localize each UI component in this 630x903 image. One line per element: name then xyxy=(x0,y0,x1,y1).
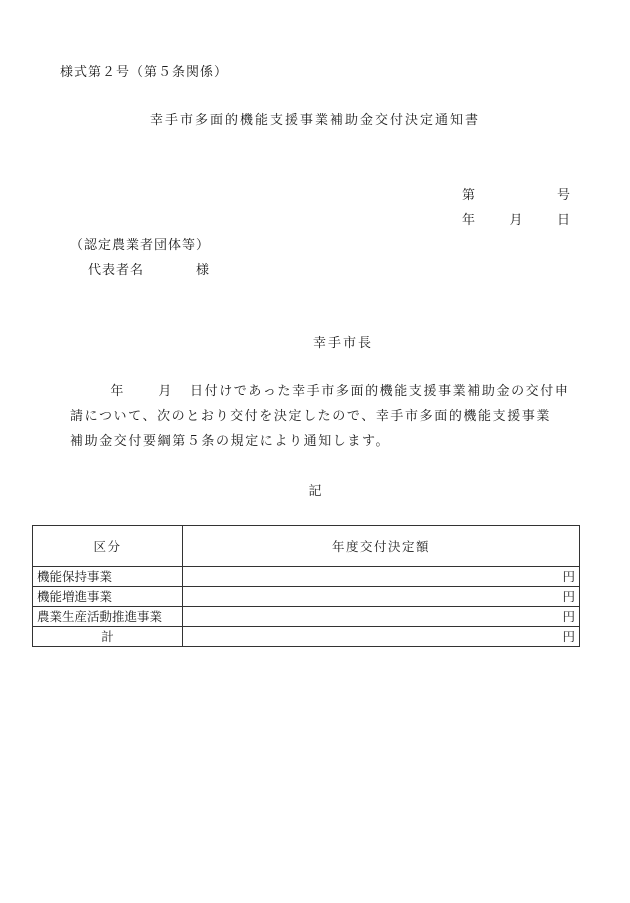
ki-heading: 記 xyxy=(308,484,322,499)
issuer-name: 幸手市長 xyxy=(313,336,374,351)
header-category: 区分 xyxy=(33,526,183,567)
number-prefix: 第 xyxy=(462,188,476,203)
table-row xyxy=(33,587,580,607)
body-line-2: 請について、次のとおり交付を決定したので、幸手市多面的機能支援事業 xyxy=(70,409,552,424)
grant-amount-table xyxy=(32,525,580,647)
issue-date-line xyxy=(462,209,570,228)
total-amount-unit: 円 xyxy=(183,627,580,647)
number-suffix: 号 xyxy=(556,188,570,203)
body-line-1 xyxy=(70,379,578,404)
body-year: 年 xyxy=(110,384,125,399)
row-category: 農業生産活動推進事業 xyxy=(33,607,183,627)
row-amount-unit: 円 xyxy=(183,567,580,587)
honorific: 様 xyxy=(196,263,211,278)
date-day: 日 xyxy=(556,213,570,228)
row-amount-unit: 円 xyxy=(183,587,580,607)
table-header-row xyxy=(33,526,580,567)
table-row xyxy=(33,567,580,587)
representative-label: 代表者名 xyxy=(88,263,145,278)
header-amount: 年度交付決定額 xyxy=(183,526,580,567)
row-category: 機能増進事業 xyxy=(33,587,183,607)
row-amount-unit: 円 xyxy=(183,607,580,627)
date-month: 月 xyxy=(509,213,523,228)
recipient-organization: （認定農業者団体等） xyxy=(70,238,211,253)
row-category: 機能保持事業 xyxy=(33,567,183,587)
recipient-representative xyxy=(88,259,210,278)
body-month: 月 xyxy=(158,384,173,399)
document-number-line xyxy=(462,184,570,203)
body-line-1-text: 日付けであった幸手市多面的機能支援事業補助金の交付申 xyxy=(190,384,570,399)
notice-body xyxy=(70,379,578,454)
date-year: 年 xyxy=(462,213,476,228)
body-line-3: 補助金交付要綱第５条の規定により通知します。 xyxy=(70,434,391,449)
table-total-row xyxy=(33,627,580,647)
table-row xyxy=(33,607,580,627)
document-title: 幸手市多面的機能支援事業補助金交付決定通知書 xyxy=(149,113,480,128)
total-label: 計 xyxy=(33,627,183,647)
form-number: 様式第２号（第５条関係） xyxy=(60,65,229,80)
